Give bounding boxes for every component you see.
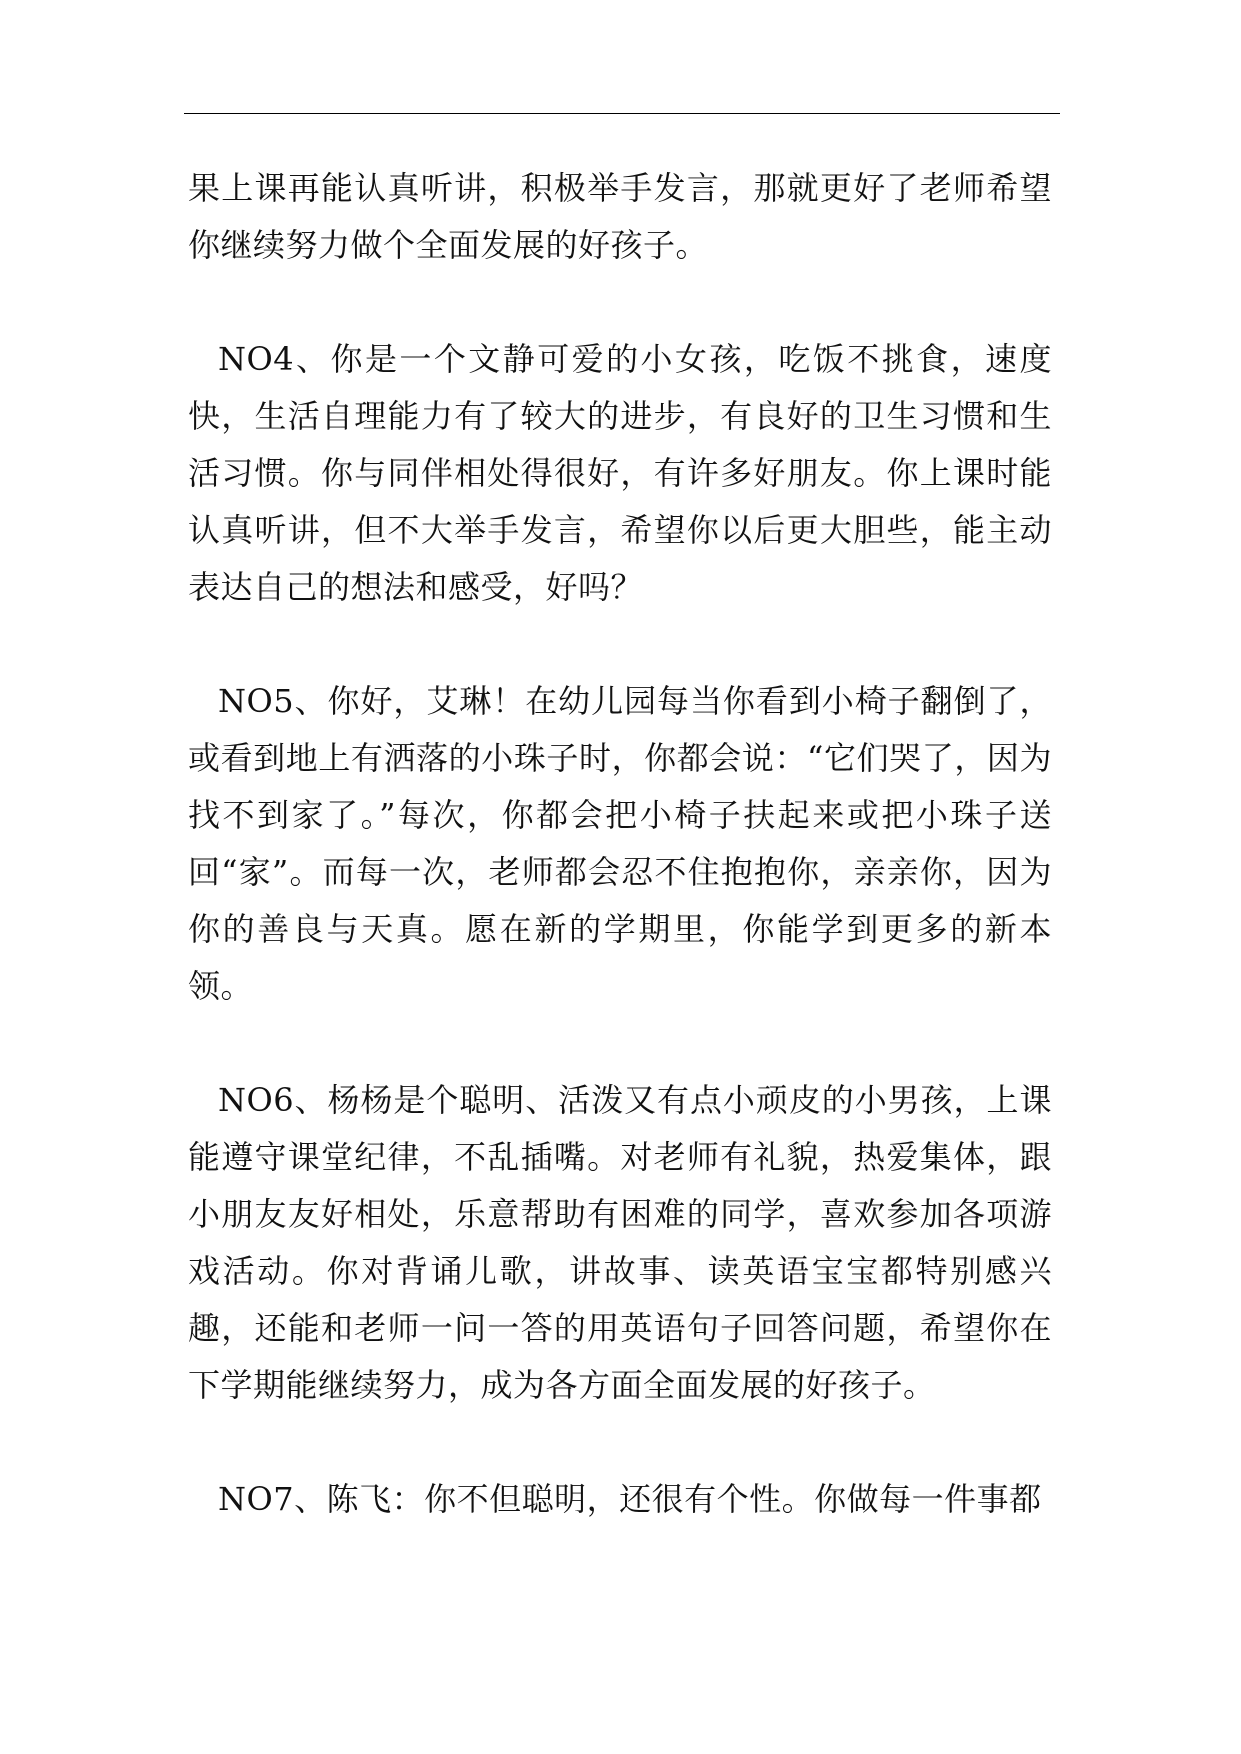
paragraph-no07: NO7、陈飞：你不但聪明，还很有个性。你做每一件事都 xyxy=(218,1480,1042,1518)
document-body xyxy=(188,160,1052,1528)
paragraph-no06: NO6、杨杨是个聪明、活泼又有点小顽皮的小男孩，上课能遵守课堂纪律，不乱插嘴。对老师有礼貌，热爱集体，跟小朋友友好相处，乐意帮助有困难的同学，喜欢参加各项游戏活动。你对背诵儿歌，讲故事、读英语宝宝都特别感兴趣，还能和老师一问一答的用英语句子回答问题，希望你在下学期能继续努力，成为各方面全面发展的好孩子。 xyxy=(188,1081,1052,1404)
header-rule xyxy=(184,113,1060,114)
paragraph-continued: 果上课再能认真听讲，积极举手发言，那就更好了老师希望你继续努力做个全面发展的好孩子。 xyxy=(188,169,1052,264)
paragraph-no05: NO5、你好，艾琳！在幼儿园每当你看到小椅子翻倒了，或看到地上有洒落的小珠子时，你都会说：“它们哭了，因为找不到家了。”每次，你都会把小椅子扶起来或把小珠子送回“家”。而每一次，老师都会忍不住抱抱你，亲亲你，因为你的善良与天真。愿在新的学期里，你能学到更多的新本领。 xyxy=(188,682,1052,1005)
paragraph-no04: NO4、你是一个文静可爱的小女孩，吃饭不挑食，速度快，生活自理能力有了较大的进步，有良好的卫生习惯和生活习惯。你与同伴相处得很好，有许多好朋友。你上课时能认真听讲，但不大举手发言，希望你以后更大胆些，能主动表达自己的想法和感受，好吗？ xyxy=(188,340,1052,606)
